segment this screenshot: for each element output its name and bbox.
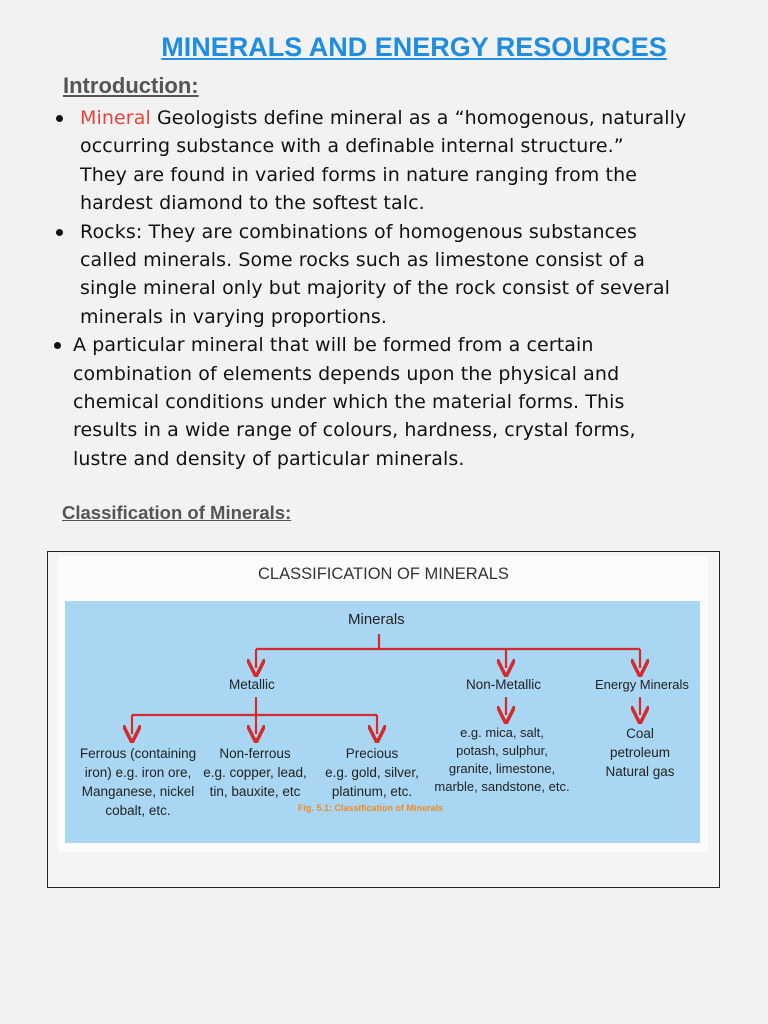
node-minerals: Minerals — [348, 611, 405, 628]
node-ferrous: Ferrous (containing iron) e.g. iron ore, Manganese, nickel cobalt, etc. — [79, 746, 197, 818]
figure-caption: Fig. 5.1: Classification of Minerals — [298, 803, 444, 813]
node-precious: Precious e.g. gold, silver, platinum, etc. — [325, 746, 419, 799]
figure-title: CLASSIFICATION OF MINERALS — [258, 565, 509, 583]
bullet-text: single mineral only but majority of the rock consist of several — [80, 277, 670, 300]
bullet-text: Geologists define mineral as a “homogenous, naturally — [150, 107, 687, 129]
bullet-text: Rocks: They are combinations of homogenous substances — [80, 220, 638, 243]
node-energy-minerals: Energy Minerals — [595, 677, 689, 692]
node-metallic: Metallic — [229, 677, 275, 692]
bullet-text: They are found in varied forms in nature ranging from the — [80, 163, 638, 186]
bullet-text: lustre and density of particular minerals. — [73, 447, 465, 470]
node-energy-examples: Coal petroleum Natural gas — [605, 726, 675, 779]
node-non-metallic-examples: e.g. mica, salt, potash, sulphur, granite, limestone, marble, sandstone, etc. — [434, 725, 570, 794]
bullet-text: hardest diamond to the softest talc. — [80, 192, 425, 215]
bullet-text: called minerals. Some rocks such as limestone consist of a — [80, 249, 646, 272]
bullet-text: minerals in varying proportions. — [80, 305, 388, 328]
page-title: MINERALS AND ENERGY RESOURCES — [161, 32, 667, 62]
classification-heading: Classification of Minerals: — [62, 502, 292, 523]
node-non-ferrous: Non-ferrous e.g. copper, lead, tin, bauxite, etc — [203, 746, 307, 799]
bullet-text: results in a wide range of colours, hardness, crystal forms, — [73, 419, 636, 442]
node-non-metallic: Non-Metallic — [466, 677, 542, 692]
bullet-text: A particular mineral that will be formed from a certain — [73, 334, 594, 357]
introduction-heading: Introduction: — [63, 73, 199, 98]
bullet-text: occurring substance with a definable internal structure.” — [80, 135, 624, 158]
bullet-text: combination of elements depends upon the physical and — [73, 362, 620, 385]
bullet-text: chemical conditions under which the material forms. This — [73, 391, 625, 414]
mineral-highlight: Mineral — [80, 107, 151, 129]
